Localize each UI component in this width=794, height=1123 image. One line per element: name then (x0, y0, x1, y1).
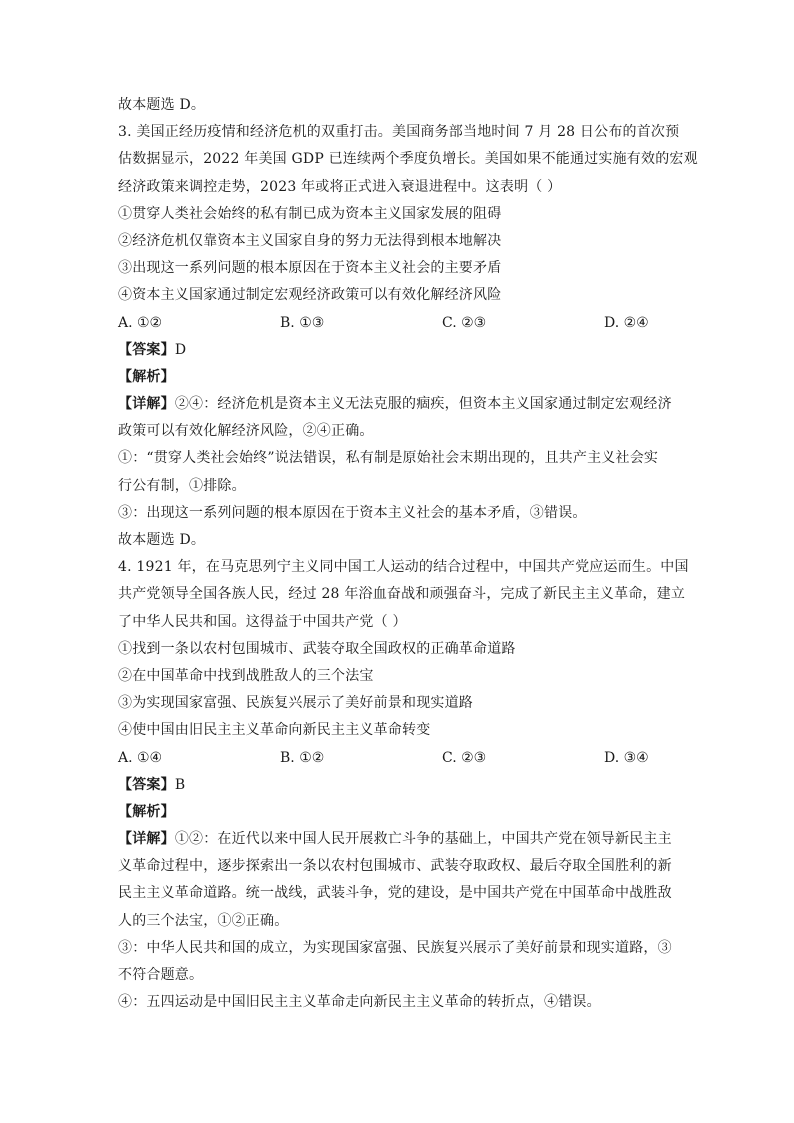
q3-detail-line: ③：出现这一系列问题的根本原因在于资本主义社会的基本矛盾，③错误。 (118, 504, 587, 521)
q3-analysis-label: 【解析】 (118, 368, 175, 385)
q3-statement: ④资本主义国家通过制定宏观经济政策可以有效化解经济风险 (118, 287, 502, 304)
q4-stem-line: 4. 1921 年，在马克思列宁主义同中国工人运动的结合过程中，中国共产党应运而生。中国 (118, 559, 689, 576)
q4-detail-line (118, 826, 678, 853)
q4-detail-line: ④：五四运动是中国旧民主主义革命走向新民主主义革命的转折点，④错误。 (118, 994, 601, 1011)
document-page (118, 92, 698, 1016)
q4-detail-line: 民主主义革命道路。统一战线，武装斗争，党的建设，是中国共产党在中国革命中战胜敌 (118, 885, 672, 902)
q3-detail-line: 故本题选 D。 (118, 532, 206, 548)
q4-statement: ②在中国革命中找到战胜敌人的三个法宝 (118, 667, 374, 684)
q4-statement: ④使中国由旧民主主义革命向新民主主义革命转变 (118, 722, 431, 739)
q4-detail-line: ③：中华人民共和国的成立，为实现国家富强、民族复兴展示了美好前景和现实道路，③ (118, 939, 672, 956)
q3-statement: ②经济危机仅靠资本主义国家自身的努力无法得到根本地解决 (118, 232, 502, 249)
conclusion-line: 故本题选 D。 (118, 97, 206, 113)
q4-answer (118, 772, 678, 799)
q3-detail-line (118, 391, 678, 418)
q4-option-c: C. ②③ (442, 749, 487, 766)
q4-stem-line: 共产党领导全国各族人民，经过 28 年浴血奋战和顽强奋斗，完成了新民主主义革命，建立 (118, 586, 686, 603)
q4-options (118, 745, 678, 772)
q3-stem-line: 经济政策来调控走势，2023 年或将正式进入衰退进程中。这表明（ ） (118, 178, 562, 195)
q3-detail-line: 政策可以有效化解经济风险，②④正确。 (118, 423, 374, 440)
q4-analysis-label: 【解析】 (118, 803, 175, 820)
q3-option-a: A. ①② (118, 314, 163, 331)
detail-text: ①②：在近代以来中国人民开展救亡斗争的基础上，中国共产党在领导新民主主 (174, 831, 672, 848)
detail-text: ②④：经济危机是资本主义无法克服的痼疾，但资本主义国家通过制定宏观经济 (174, 396, 672, 413)
q4-statement: ①找到一条以农村包围城市、武装夺取全国政权的正确革命道路 (118, 640, 516, 657)
q4-detail-line: 不符合题意。 (118, 967, 204, 983)
question-3 (118, 119, 698, 554)
q3-detail-line: 行公有制，①排除。 (118, 477, 246, 494)
q4-statement: ③为实现国家富强、民族复兴展示了美好前景和现实道路 (118, 695, 473, 712)
q3-statement: ①贯穿人类社会始终的私有制已成为资本主义国家发展的阻碍 (118, 205, 502, 222)
detail-label: 【详解】 (118, 396, 175, 413)
detail-label: 【详解】 (118, 831, 175, 848)
q3-answer (118, 337, 678, 364)
q4-detail-line: 人的三个法宝，①②正确。 (118, 912, 289, 929)
q3-option-b: B. ①③ (280, 314, 325, 331)
q4-detail-line: 义革命过程中，逐步探索出一条以农村包围城市、武装夺取政权、最后夺取全国胜利的新 (118, 858, 672, 875)
answer-value: B (174, 776, 186, 793)
q3-option-d: D. ②④ (604, 314, 649, 331)
question-4 (118, 554, 689, 1016)
q4-option-a: A. ①④ (118, 749, 163, 766)
q3-stem-line: 3. 美国正经历疫情和经济危机的双重打击。美国商务部当地时间 7 月 28 日公布的首次预 (118, 124, 680, 141)
answer-label: 【答案】 (118, 341, 175, 358)
q3-statement: ③出现这一系列问题的根本原因在于资本主义社会的主要矛盾 (118, 260, 502, 277)
answer-label: 【答案】 (118, 776, 175, 793)
q3-stem-line: 估数据显示，2022 年美国 GDP 已连续两个季度负增长。美国如果不能通过实施有效的宏观 (118, 151, 698, 168)
q4-option-d: D. ③④ (604, 749, 649, 766)
answer-value: D (174, 341, 187, 358)
q3-option-c: C. ②③ (442, 314, 487, 331)
q4-stem-line: 了中华人民共和国。这得益于中国共产党（ ） (118, 613, 407, 630)
q4-option-b: B. ①② (280, 749, 325, 766)
q3-detail-line: ①：“贯穿人类社会始终”说法错误，私有制是原始社会末期出现的，且共产主义社会实 (118, 450, 659, 467)
q3-options (118, 310, 678, 337)
